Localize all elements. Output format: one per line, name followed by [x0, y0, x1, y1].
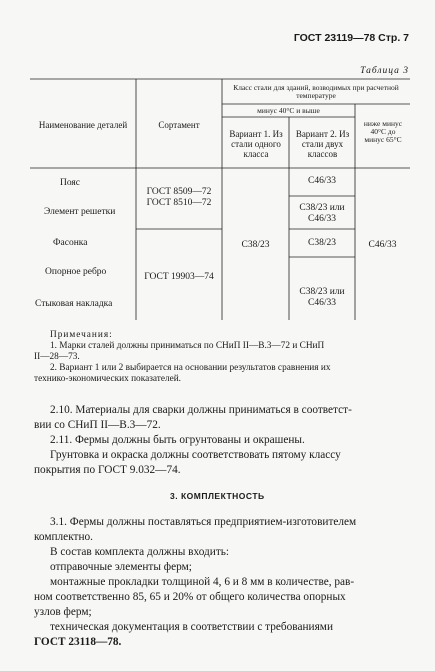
para-3-1d: отправочные элементы ферм; — [50, 561, 192, 573]
para-3-1e: монтажные прокладки толщиной 4, 6 и 8 мм в количестве, рав- — [50, 576, 355, 588]
para-3-1a: 3.1. Фермы должны поставляться предприятием-изготовителем — [50, 516, 357, 528]
para-3-1b: комплектно. — [34, 531, 93, 543]
sortament-19903: ГОСТ 19903—74 — [144, 272, 214, 282]
col-header-variant2: Вариант 2. Из стали двух классов — [295, 129, 350, 159]
col-header-class: Класс стали для зданий, возводимых при расчетной температуре — [233, 83, 399, 100]
notes-title: Примечания: — [50, 330, 113, 340]
para-2-11c: покрытия по ГОСТ 9.032—74. — [34, 464, 181, 476]
sortament-8509: ГОСТ 8509—72 — [146, 187, 212, 197]
para-3-1f: ном соответственно 85, 65 и 20% от общего количества опорных — [34, 591, 346, 603]
para-3-1h: техническая документация в соответствии с требованиями — [50, 621, 333, 633]
variant2-row3: С38/23 — [308, 238, 336, 248]
row-label-element: Элемент решетки — [44, 207, 116, 217]
note-2b: технико-экономических показателей. — [34, 374, 182, 384]
below65-value: С46/33 — [368, 240, 397, 250]
col-header-name: Наименование деталей — [38, 120, 128, 130]
sortament-8510: ГОСТ 8510—72 — [146, 198, 212, 208]
para-2-11b: Грунтовка и окраска должны соответствовать пятому классу — [50, 449, 341, 461]
page-header: ГОСТ 23119—78 Стр. 7 — [293, 32, 409, 44]
variant2-row2a: С38/23 или — [299, 203, 345, 213]
note-2a: 2. Вариант 1 или 2 выбирается на основании результатов сравнения их — [50, 363, 331, 373]
row-label-poyas: Пояс — [60, 178, 81, 188]
para-3-1i: ГОСТ 23118—78. — [34, 636, 122, 648]
table-label: Таблица 3 — [360, 66, 409, 76]
note-1b: II—28—73. — [34, 352, 80, 362]
variant2-row4b: С46/33 — [308, 298, 336, 308]
para-2-11: 2.11. Фермы должны быть огрунтованы и окрашены. — [50, 434, 305, 446]
col-header-sortament: Сортамент — [158, 120, 200, 130]
col-header-variant1: Вариант 1. Из стали одного класса — [229, 129, 283, 159]
para-2-10b: вии со СНиП II—В.3—72. — [34, 419, 161, 431]
col-header-minus40: минус 40°С и выше — [257, 106, 320, 115]
para-3-1g: узлов ферм; — [34, 606, 92, 618]
variant2-row2b: С46/33 — [308, 214, 336, 224]
row-label-opornoe: Опорное ребро — [45, 267, 107, 277]
variant2-row4a: С38/23 или — [299, 287, 345, 297]
col-header-below65: ниже минус 40°С до минус 65°С — [363, 119, 403, 144]
variant1-value: С38/23 — [241, 240, 270, 250]
note-1a: 1. Марки сталей должны приниматься по СНиП II—В.3—72 и СНиП — [50, 341, 325, 351]
variant2-row1: С46/33 — [308, 176, 336, 186]
row-label-fasonka: Фасонка — [53, 238, 88, 248]
section-title: 3. КОМПЛЕКТНОСТЬ — [170, 491, 265, 501]
para-2-10a: 2.10. Материалы для сварки должны приниматься в соответст- — [50, 404, 352, 416]
para-3-1c: В состав комплекта должны входить: — [50, 546, 230, 558]
row-label-stykovaya: Стыковая накладка — [35, 299, 113, 309]
